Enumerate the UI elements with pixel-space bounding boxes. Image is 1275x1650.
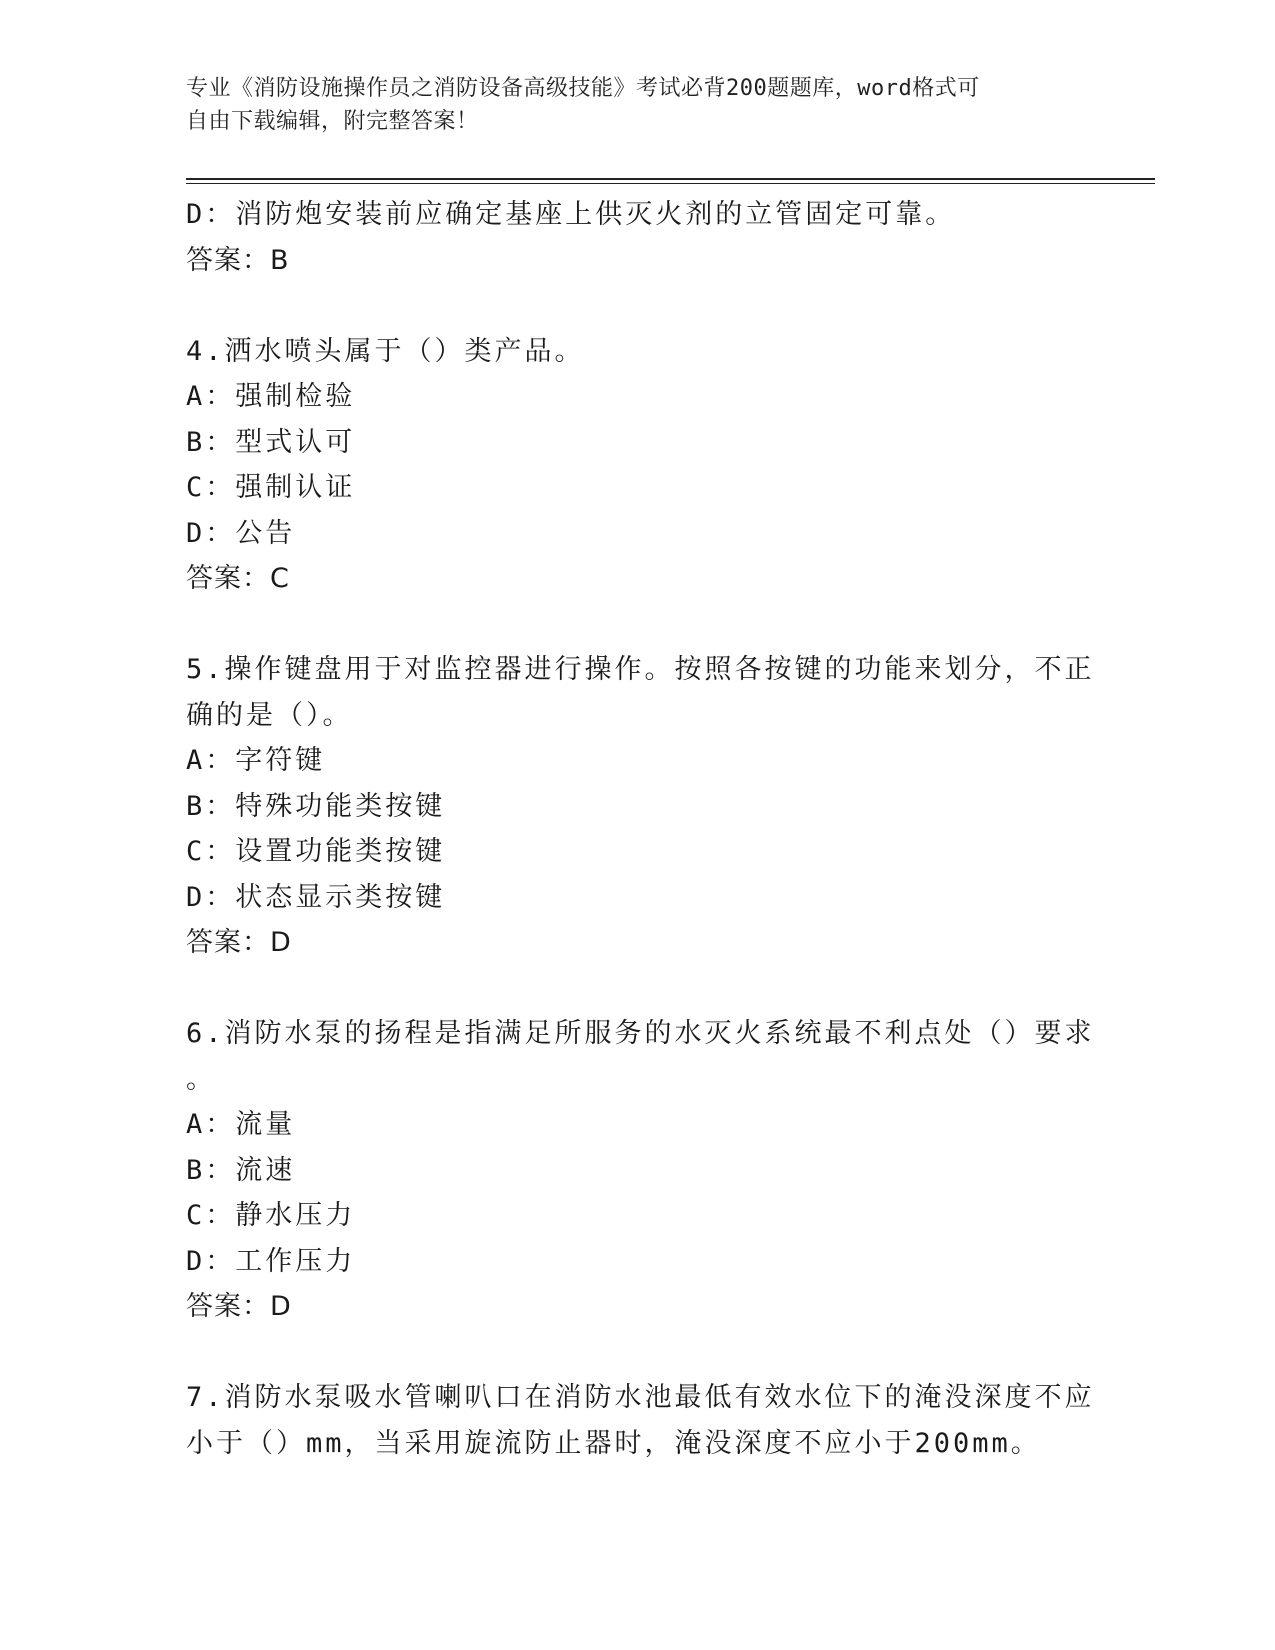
question-gap bbox=[186, 283, 1066, 329]
answer-line: 答案：D bbox=[186, 1291, 292, 1322]
question-stem-continued: 。 bbox=[186, 1063, 216, 1095]
option-c: C：强制认证 bbox=[186, 472, 356, 503]
header-line-2: 自由下载编辑，附完整答案！ bbox=[186, 109, 479, 134]
option-b: B：型式认可 bbox=[186, 426, 356, 458]
option-d: D：工作压力 bbox=[186, 1245, 356, 1277]
answer-line: 答案：C bbox=[186, 563, 290, 594]
question-gap bbox=[186, 1330, 1066, 1376]
question-stem: 4.洒水喷头属于（）类产品。 bbox=[186, 335, 585, 367]
option-c: C：设置功能类按键 bbox=[186, 836, 446, 867]
question-6 bbox=[186, 1011, 1095, 1330]
option-d: D：消防炮安装前应确定基座上供灭火剂的立管固定可靠。 bbox=[186, 199, 956, 230]
previous-question-tail bbox=[186, 192, 1066, 283]
option-b: B：流速 bbox=[186, 1154, 296, 1186]
question-content bbox=[186, 192, 1095, 1466]
option-c: C：静水压力 bbox=[186, 1200, 356, 1231]
question-stem: 6.消防水泵的扬程是指满足所服务的水灭火系统最不利点处（）要求 bbox=[186, 1018, 1095, 1049]
question-4 bbox=[186, 329, 1066, 602]
question-7 bbox=[186, 1375, 1095, 1466]
answer-line: 答案：B bbox=[186, 244, 290, 276]
option-a: A：字符键 bbox=[186, 745, 326, 776]
question-stem-continued: 确的是（）。 bbox=[186, 699, 353, 731]
option-a: A：强制检验 bbox=[186, 381, 356, 412]
question-gap bbox=[186, 966, 1066, 1012]
document-header bbox=[186, 72, 1056, 138]
question-5 bbox=[186, 647, 1095, 966]
option-b: B：特殊功能类按键 bbox=[186, 790, 446, 822]
option-d: D：公告 bbox=[186, 517, 296, 549]
question-gap bbox=[186, 602, 1066, 648]
question-stem-continued: 小于（）mm，当采用旋流防止器时，淹没深度不应小于200mm。 bbox=[186, 1427, 1041, 1459]
answer-line: 答案：D bbox=[186, 927, 292, 958]
header-line-1: 专业《消防设施操作员之消防设备高级技能》考试必背200题题库，word格式可 bbox=[186, 76, 980, 101]
option-d: D：状态显示类按键 bbox=[186, 881, 446, 913]
question-stem: 5.操作键盘用于对监控器进行操作。按照各按键的功能来划分，不正 bbox=[186, 654, 1095, 685]
option-a: A：流量 bbox=[186, 1109, 296, 1140]
header-rule-thin bbox=[186, 183, 1155, 184]
question-stem: 7.消防水泵吸水管喇叭口在消防水池最低有效水位下的淹没深度不应 bbox=[186, 1382, 1095, 1413]
header-rule-thick bbox=[186, 178, 1155, 180]
